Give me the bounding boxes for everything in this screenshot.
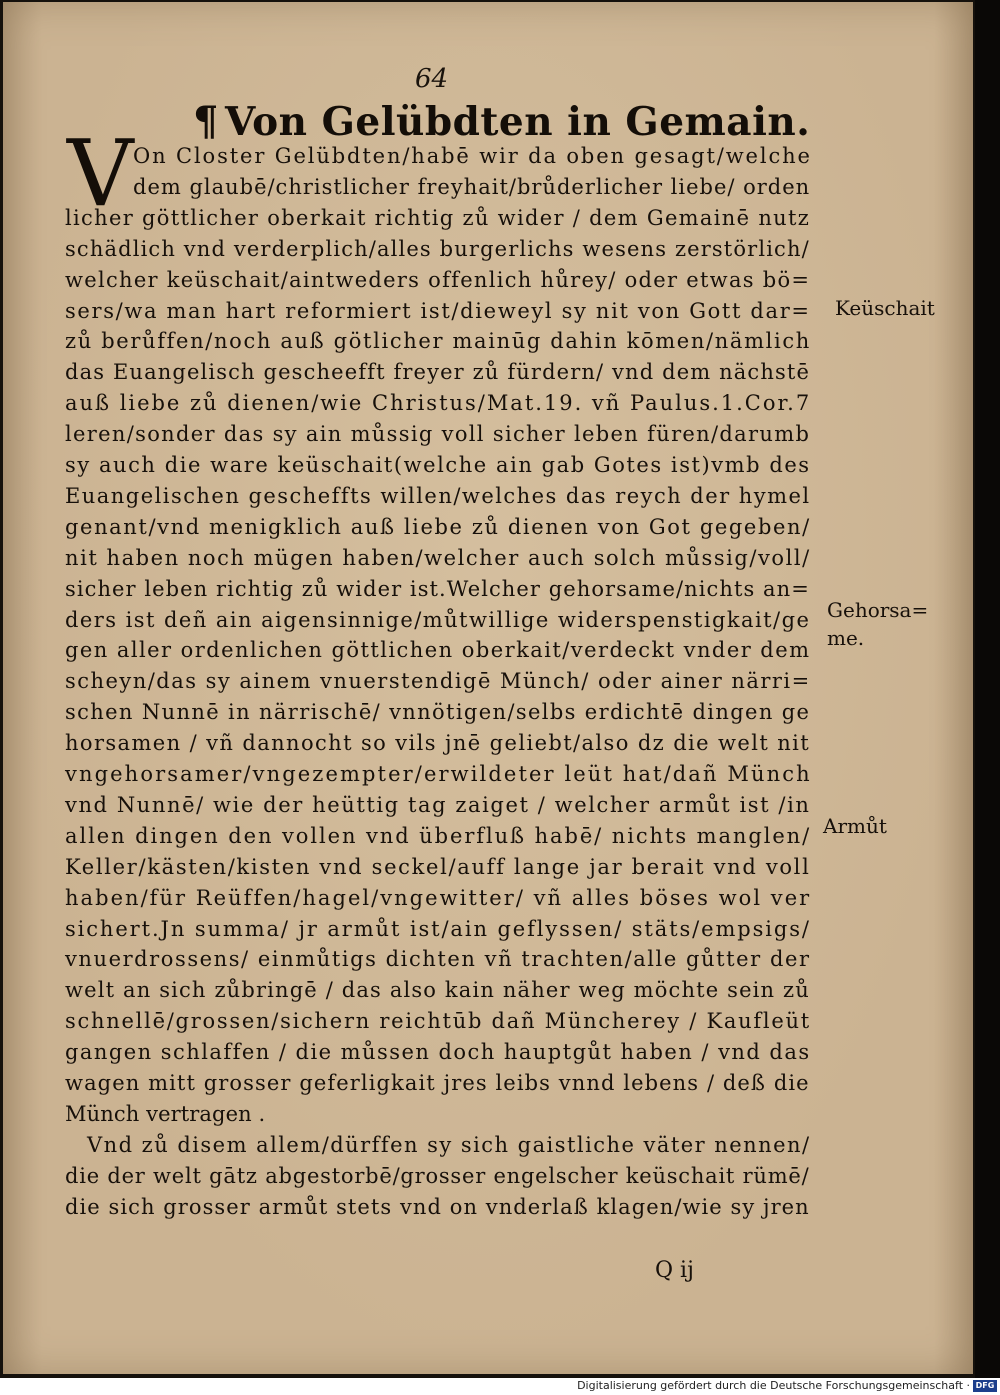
text-line: schnellē/grossen/sichern reichtūb dañ Müncherey / Kaufleüt bbox=[65, 1009, 811, 1034]
text-line: ders ist deñ ain aigensinnige/můtwillige widerspenstigkait/ge bbox=[65, 607, 811, 632]
margin-note-keuschait: Keüschait bbox=[835, 296, 935, 320]
text-line: auß liebe zů dienen/wie Christus/Mat.19. vñ Paulus.1.Cor.7 bbox=[65, 391, 812, 416]
text-line: die sich grosser armůt stets vnd on vnderlaß klagen/wie sy jren bbox=[65, 1194, 810, 1219]
text-line: vnuerdrossens/ einmůtigs dichten vñ trachten/alle gůtter der bbox=[65, 947, 811, 972]
text-line: On Closter Gelübdten/habē wir da oben gesagt/welche bbox=[133, 144, 812, 168]
text-line: nit haben noch mügen haben/welcher auch solch můssig/voll/ bbox=[65, 545, 811, 570]
text-line: vnd Nunnē/ wie der heüttig tag zaiget / welcher armůt ist /in bbox=[65, 792, 811, 817]
chapter-heading bbox=[193, 98, 810, 145]
text-line: welcher keüschait/aintweders offenlich hůrey/ oder etwas bö= bbox=[65, 267, 811, 292]
text-line: schen Nunnē in närrischē/ vnnötigen/selbs erdichtē dingen ge bbox=[65, 700, 811, 725]
funding-credit: Digitalisierung gefördert durch die Deutsche Forschungsgemeinschaft · bbox=[577, 1379, 970, 1392]
dfg-logo: DFG bbox=[973, 1380, 997, 1392]
text-line: horsamen / vñ dannocht so vils jnē geliebt/also dz die welt nit bbox=[65, 731, 811, 756]
text-line: sichert.Jn summa/ jr armůt ist/ain geflyssen/ stäts/empsigs/ bbox=[65, 916, 811, 941]
paragraph-mark-icon: ¶ bbox=[193, 98, 219, 145]
text-line: sicher leben richtig zů wider ist.Welcher gehorsame/nichts an= bbox=[65, 576, 810, 601]
drop-cap: V bbox=[67, 120, 134, 227]
text-line: das Euangelisch gescheefft freyer zů fürdern/ vnd dem nächstē bbox=[65, 360, 811, 385]
margin-note-gehorsame: Gehorsa= bbox=[827, 598, 929, 622]
margin-note-gehorsame-cont: me. bbox=[827, 626, 865, 650]
text-line: gen aller ordenlichen göttlichen oberkait/verdeckt vnder dem bbox=[65, 638, 811, 663]
text-line: leren/sonder das sy ain můssig voll sicher leben füren/darumb bbox=[65, 422, 811, 447]
text-line: Münch vertragen . bbox=[65, 1101, 266, 1126]
text-line: Vnd zů disem allem/dürffen sy sich gaistliche väter nennen/ bbox=[87, 1132, 811, 1157]
text-line: allen dingen den vollen vnd überfluß habē/ nichts manglen/ bbox=[65, 823, 812, 848]
book-page bbox=[3, 2, 973, 1374]
text-line: Euangelischen gescheffts willen/welches das reych der hymel bbox=[65, 483, 811, 508]
scan-edge bbox=[975, 0, 1000, 1378]
text-line: schädlich vnd verderplich/alles burgerlichs wesens zerstörlich/ bbox=[65, 236, 810, 261]
text-line: Keller/kästen/kisten vnd seckel/auff lange jar berait vnd voll bbox=[65, 854, 811, 879]
text-line: welt an sich zůbringē / das also kain näher weg möchte sein zů bbox=[65, 978, 810, 1003]
text-line: zů berůffen/noch auß götlicher mainūg dahin kōmen/nämlich bbox=[65, 329, 811, 354]
chapter-heading-text: Von Gelübdten in Gemain. bbox=[224, 99, 811, 145]
text-line: haben/für Reüffen/hagel/vngewitter/ vñ alles böses wol ver bbox=[65, 885, 812, 910]
text-line: vngehorsamer/vngezempter/erwildeter leüt hat/dañ Münch bbox=[65, 762, 812, 786]
page-number: 64 bbox=[415, 64, 449, 94]
text-line: sy auch die ware keüschait(welche ain gab Gotes ist)vmb des bbox=[65, 453, 811, 477]
text-line: gangen schlaffen / die můssen doch hauptgůt haben / vnd das bbox=[65, 1040, 811, 1065]
digitization-footer bbox=[0, 1378, 1000, 1395]
text-line: dem glaubē/christlicher freyhait/brůderlicher liebe/ orden bbox=[133, 174, 811, 199]
text-line: licher göttlicher oberkait richtig zů wider / dem Gemainē nutz bbox=[65, 205, 811, 230]
text-line: sers/wa man hart reformiert ist/dieweyl sy nit von Gott dar= bbox=[65, 298, 811, 323]
signature-mark: Q ij bbox=[655, 1258, 694, 1283]
text-line: scheyn/das sy ainem vnuerstendigē Münch/ oder ainer närri= bbox=[65, 669, 811, 694]
text-line: die der welt gātz abgestorbē/grosser engelscher keüschait rümē/ bbox=[65, 1163, 810, 1188]
text-line: wagen mitt grosser geferligkait jres leibs vnnd lebens / deß die bbox=[65, 1071, 810, 1095]
text-line: genant/vnd menigklich auß liebe zů dienen von Got gegeben/ bbox=[65, 514, 811, 539]
margin-note-armut: Armůt bbox=[823, 814, 887, 838]
